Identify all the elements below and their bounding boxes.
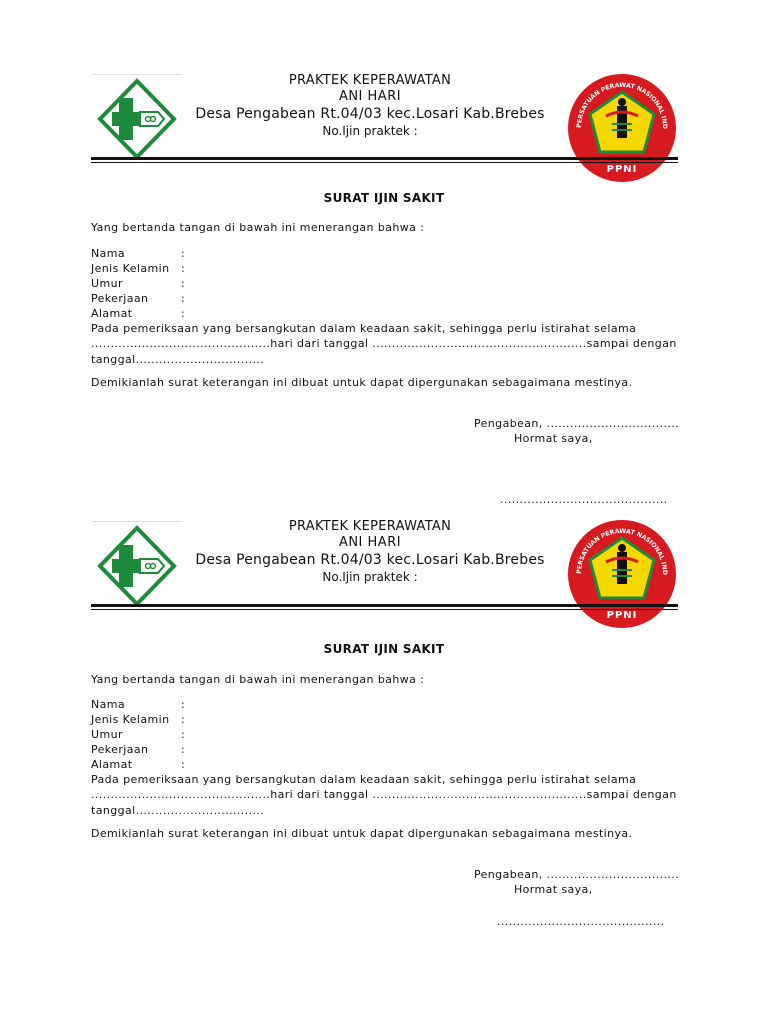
- header-rule-thick: [91, 157, 678, 160]
- regards-text: Hormat saya,: [514, 883, 593, 896]
- nurse-name: ANI HARI: [338, 535, 402, 550]
- field-label: Alamat: [91, 307, 133, 320]
- field-address: [91, 306, 185, 321]
- intro-text: Yang bertanda tangan di bawah ini menerangan bahwa :: [91, 221, 425, 234]
- practice-address: Desa Pengabean Rt.04/03 kec.Losari Kab.Brebes: [195, 552, 545, 568]
- letter-header: [170, 519, 570, 585]
- patient-fields: [91, 697, 185, 772]
- place-date: Pengabean, ..................................: [474, 417, 680, 430]
- practice-title: PRAKTEK KEPERAWATAN: [288, 73, 452, 88]
- letter-header: [170, 73, 570, 139]
- field-name: [91, 697, 185, 712]
- signature-line-1: ...........................................: [500, 493, 668, 506]
- field-colon: :: [181, 277, 186, 290]
- health-cross-logo: [92, 74, 182, 164]
- practice-address: Desa Pengabean Rt.04/03 kec.Losari Kab.Brebes: [195, 106, 545, 122]
- field-colon: :: [181, 307, 186, 320]
- svg-text:PERSATUAN PERAWAT NASIONAL IND: PERSATUAN PERAWAT NASIONAL IND: [575, 81, 669, 130]
- ppni-badge-logo: [566, 518, 678, 630]
- nurse-name: ANI HARI: [338, 89, 402, 104]
- body-line-1: Pada pemeriksaan yang bersangkutan dalam keadaan sakit, sehingga perlu istirahat selama: [91, 773, 637, 786]
- field-gender: [91, 261, 185, 276]
- field-colon: :: [181, 758, 186, 771]
- body-line-3: tanggal.................................: [91, 804, 265, 817]
- field-label: Umur: [91, 277, 123, 290]
- svg-text:PPNI: PPNI: [606, 610, 638, 621]
- field-occupation: [91, 291, 185, 306]
- field-colon: :: [181, 743, 186, 756]
- signature-line-2: ...........................................: [497, 915, 665, 928]
- svg-text:PERSATUAN PERAWAT NASIONAL IND: PERSATUAN PERAWAT NASIONAL IND: [575, 527, 669, 576]
- health-cross-logo: [92, 521, 182, 611]
- closing-text: Demikianlah surat keterangan ini dibuat untuk dapat dipergunakan sebagaimana mestinya.: [91, 827, 633, 840]
- letter-title: SURAT IJIN SAKIT: [323, 191, 445, 205]
- letter-2: [0, 452, 768, 904]
- field-name: [91, 246, 185, 261]
- field-colon: :: [181, 247, 186, 260]
- field-label: Jenis Kelamin: [91, 713, 170, 726]
- field-colon: :: [181, 698, 186, 711]
- patient-fields: [91, 246, 185, 321]
- header-rule-thin: [91, 162, 678, 163]
- place-date: Pengabean, ..................................: [474, 868, 680, 881]
- body-line-2: ..............................................hari dari tanggal .......................................................sampai dengan: [91, 788, 677, 801]
- field-label: Jenis Kelamin: [91, 262, 170, 275]
- field-label: Umur: [91, 728, 123, 741]
- intro-text: Yang bertanda tangan di bawah ini menerangan bahwa :: [91, 673, 425, 686]
- field-label: Alamat: [91, 758, 133, 771]
- letter-1: [0, 0, 768, 452]
- field-colon: :: [181, 728, 186, 741]
- field-colon: :: [181, 292, 186, 305]
- practice-title: PRAKTEK KEPERAWATAN: [288, 519, 452, 534]
- svg-text:PPNI: PPNI: [606, 164, 638, 175]
- field-address: [91, 757, 185, 772]
- field-label: Pekerjaan: [91, 292, 149, 305]
- regards-text: Hormat saya,: [514, 432, 593, 445]
- field-colon: :: [181, 713, 186, 726]
- header-rule-thick: [91, 604, 678, 607]
- field-label: Nama: [91, 698, 126, 711]
- license-number: No.Ijin praktek :: [322, 124, 418, 138]
- field-age: [91, 727, 185, 742]
- field-gender: [91, 712, 185, 727]
- field-age: [91, 276, 185, 291]
- body-line-1: Pada pemeriksaan yang bersangkutan dalam keadaan sakit, sehingga perlu istirahat selama: [91, 322, 637, 335]
- closing-text: Demikianlah surat keterangan ini dibuat untuk dapat dipergunakan sebagaimana mestinya.: [91, 376, 633, 389]
- ppni-badge-logo: [566, 72, 678, 184]
- body-line-3: tanggal.................................: [91, 353, 265, 366]
- field-label: Pekerjaan: [91, 743, 149, 756]
- header-rule-thin: [91, 609, 678, 610]
- field-label: Nama: [91, 247, 126, 260]
- field-occupation: [91, 742, 185, 757]
- body-line-2: ..............................................hari dari tanggal .......................................................sampai dengan: [91, 337, 677, 350]
- license-number: No.Ijin praktek :: [322, 570, 418, 584]
- field-colon: :: [181, 262, 186, 275]
- letter-title: SURAT IJIN SAKIT: [323, 642, 445, 656]
